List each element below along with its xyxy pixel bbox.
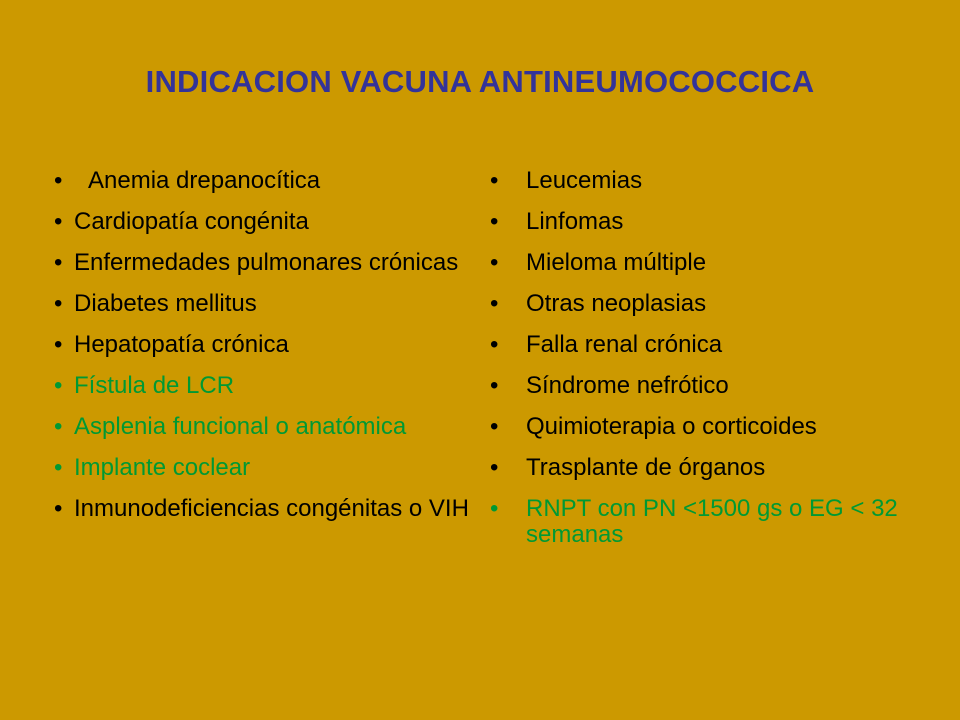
- left-indication-list: [54, 168, 474, 537]
- bullet-icon: •: [490, 372, 499, 399]
- item-text: Linfomas: [526, 208, 624, 235]
- list-item: [54, 291, 474, 317]
- list-item: [54, 455, 474, 481]
- item-text: Hepatopatía crónica: [74, 331, 289, 358]
- list-item: [54, 209, 474, 235]
- item-text: Leucemias: [526, 167, 643, 194]
- item-text: Fístula de LCR: [74, 372, 235, 399]
- item-text: Trasplante de órganos: [526, 454, 766, 481]
- bullet-icon: •: [490, 290, 499, 317]
- bullet-icon: •: [54, 372, 63, 399]
- item-text: Cardiopatía congénita: [74, 208, 309, 235]
- item-text: Asplenia funcional o anatómica: [74, 413, 407, 440]
- bullet-icon: •: [490, 249, 499, 276]
- list-item: [490, 414, 910, 440]
- bullet-icon: •: [490, 413, 499, 440]
- bullet-icon: •: [490, 454, 499, 481]
- slide-title: INDICACION VACUNA ANTINEUMOCOCCICA: [145, 64, 815, 99]
- list-item: [490, 373, 910, 399]
- list-item: [490, 496, 910, 548]
- list-item: [54, 168, 474, 194]
- bullet-icon: •: [490, 208, 499, 235]
- item-text: Falla renal crónica: [526, 331, 723, 358]
- list-item: [54, 373, 474, 399]
- list-item: [490, 209, 910, 235]
- list-item: [490, 455, 910, 481]
- item-text: Mieloma múltiple: [526, 249, 707, 276]
- bullet-icon: •: [54, 331, 63, 358]
- list-item: [54, 496, 474, 522]
- bullet-icon: •: [54, 249, 63, 276]
- item-text: Implante coclear: [74, 454, 251, 481]
- item-text: Anemia drepanocítica: [88, 167, 321, 194]
- bullet-icon: •: [54, 413, 63, 440]
- bullet-icon: •: [490, 167, 499, 194]
- item-text: Otras neoplasias: [526, 290, 707, 317]
- item-text: Quimioterapia o corticoides: [526, 413, 817, 440]
- list-item: [54, 414, 474, 440]
- list-item: [54, 250, 474, 276]
- item-text: Enfermedades pulmonares crónicas: [74, 249, 459, 276]
- bullet-icon: •: [490, 331, 499, 358]
- bullet-icon: •: [54, 167, 63, 194]
- item-text: Inmunodeficiencias congénitas o VIH: [74, 495, 469, 522]
- right-indication-list: [490, 168, 910, 563]
- bullet-icon: •: [54, 208, 63, 235]
- bullet-icon: •: [54, 454, 63, 481]
- list-item: [490, 332, 910, 358]
- list-item: [490, 291, 910, 317]
- bullet-icon: •: [490, 495, 499, 522]
- list-item: [54, 332, 474, 358]
- bullet-icon: •: [54, 495, 63, 522]
- item-text: Síndrome nefrótico: [526, 372, 729, 399]
- list-item: [490, 168, 910, 194]
- item-text: Diabetes mellitus: [74, 290, 257, 317]
- item-text: RNPT con PN <1500 gs o EG < 32 semanas: [526, 495, 898, 548]
- bullet-icon: •: [54, 290, 63, 317]
- list-item: [490, 250, 910, 276]
